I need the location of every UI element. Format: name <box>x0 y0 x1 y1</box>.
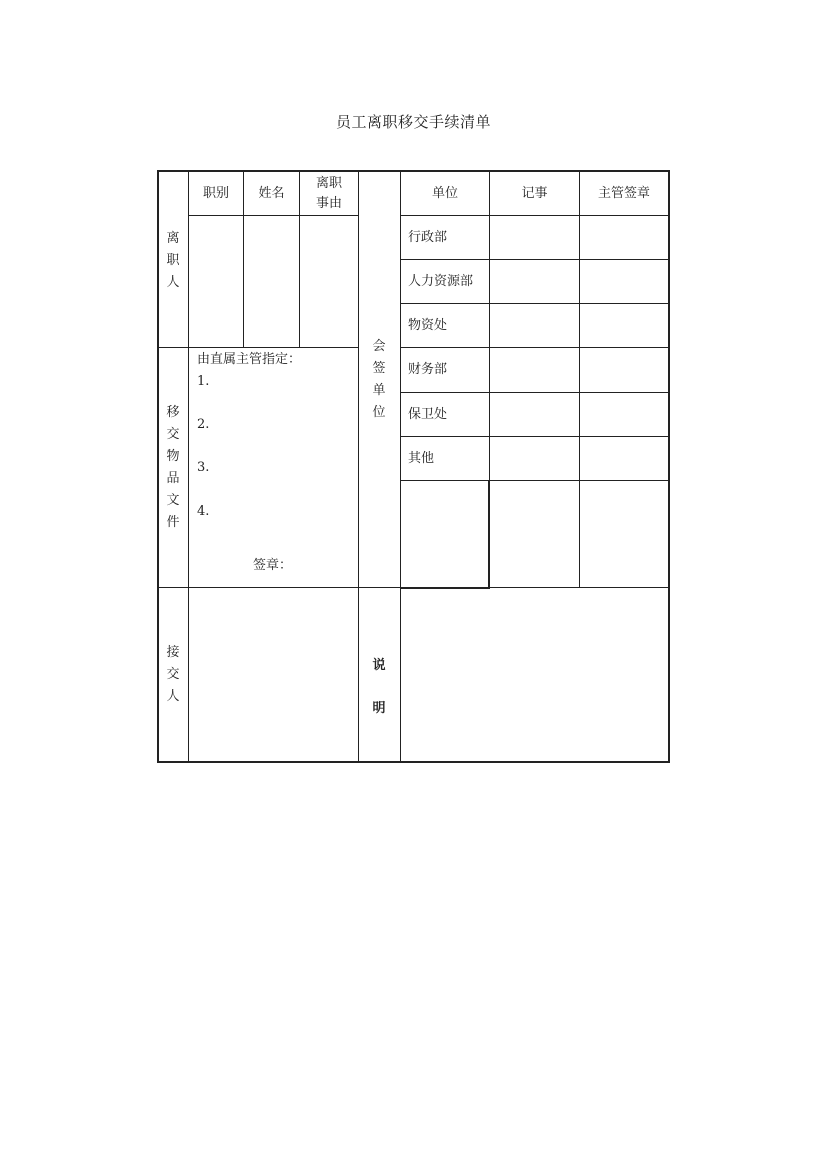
handover-label-char: 件 <box>166 515 180 530</box>
countersign-label-char: 位 <box>372 405 386 420</box>
seal-hr-cell[interactable] <box>580 260 668 303</box>
remarks-side-label <box>369 644 389 730</box>
notes-security-cell[interactable] <box>490 393 579 436</box>
unit-finance: 财务部 <box>408 362 448 377</box>
seal-label: 签章： <box>253 558 293 573</box>
seal-finance-cell[interactable] <box>580 348 668 392</box>
name-input-cell[interactable] <box>244 216 299 347</box>
table-border-left <box>157 170 159 763</box>
remarks-label-char: 明 <box>372 701 386 716</box>
handover-intro: 由直属主管指定： <box>197 352 302 367</box>
countersign-label-char: 签 <box>372 361 386 376</box>
remarks-label-char: 说 <box>372 658 386 673</box>
handover-label-char: 物 <box>166 449 180 464</box>
handover-item-2: 2. <box>197 417 210 432</box>
handover-items-field[interactable] <box>189 348 358 587</box>
handover-label-char: 交 <box>166 427 180 442</box>
countersign-label-char: 会 <box>372 339 386 354</box>
header-reason-line-1: 离职 <box>315 176 342 191</box>
header-name: 姓名 <box>258 186 285 201</box>
notes-finance-cell[interactable] <box>490 348 579 392</box>
handover-label-char: 文 <box>166 493 180 508</box>
handover-side-label <box>163 402 183 534</box>
handover-form-table <box>157 170 670 763</box>
countersign-label-char: 单 <box>372 383 386 398</box>
notes-other-cell[interactable] <box>490 437 579 480</box>
header-position: 职别 <box>202 186 229 201</box>
handover-item-1: 1. <box>197 374 210 389</box>
receiver-side-label <box>163 642 183 708</box>
header-reason-line-2: 事由 <box>315 196 342 211</box>
seal-admin-cell[interactable] <box>580 216 668 259</box>
row-line-unit-6 <box>400 480 670 481</box>
header-notes: 记事 <box>521 186 548 201</box>
receiver-label-char: 交 <box>166 667 180 682</box>
receiver-label-char: 接 <box>166 645 180 660</box>
unit-security: 保卫处 <box>408 407 448 422</box>
unit-materials: 物资处 <box>408 318 448 333</box>
seal-other-cell[interactable] <box>580 437 668 480</box>
header-supervisor-seal: 主管签章 <box>597 186 650 201</box>
row-line-extra-right <box>488 480 490 589</box>
handover-item-3: 3. <box>197 460 210 475</box>
handover-item-4: 4. <box>197 504 210 519</box>
handover-label-char: 品 <box>166 471 180 486</box>
table-border-top <box>157 170 670 172</box>
seal-materials-cell[interactable] <box>580 304 668 347</box>
position-input-cell[interactable] <box>189 216 243 347</box>
receiver-field[interactable] <box>189 588 358 761</box>
reason-input-cell[interactable] <box>300 216 358 347</box>
divider-mid-col <box>358 170 359 763</box>
remarks-field[interactable] <box>401 588 668 761</box>
header-unit: 单位 <box>431 186 458 201</box>
departing-side-label <box>163 228 183 294</box>
unit-admin: 行政部 <box>408 230 448 245</box>
unit-hr: 人力资源部 <box>408 274 474 289</box>
notes-admin-cell[interactable] <box>490 216 579 259</box>
departing-label-char: 离 <box>166 231 180 246</box>
departing-label-char: 职 <box>166 253 180 268</box>
unit-other: 其他 <box>408 451 435 466</box>
document-title: 员工离职移交手续清单 <box>335 113 491 131</box>
handover-label-char: 移 <box>166 405 180 420</box>
departing-label-char: 人 <box>166 275 180 290</box>
seal-security-cell[interactable] <box>580 393 668 436</box>
receiver-label-char: 人 <box>166 689 180 704</box>
countersign-side-label <box>369 336 389 424</box>
notes-hr-cell[interactable] <box>490 260 579 303</box>
table-border-bottom <box>157 761 670 763</box>
notes-materials-cell[interactable] <box>490 304 579 347</box>
